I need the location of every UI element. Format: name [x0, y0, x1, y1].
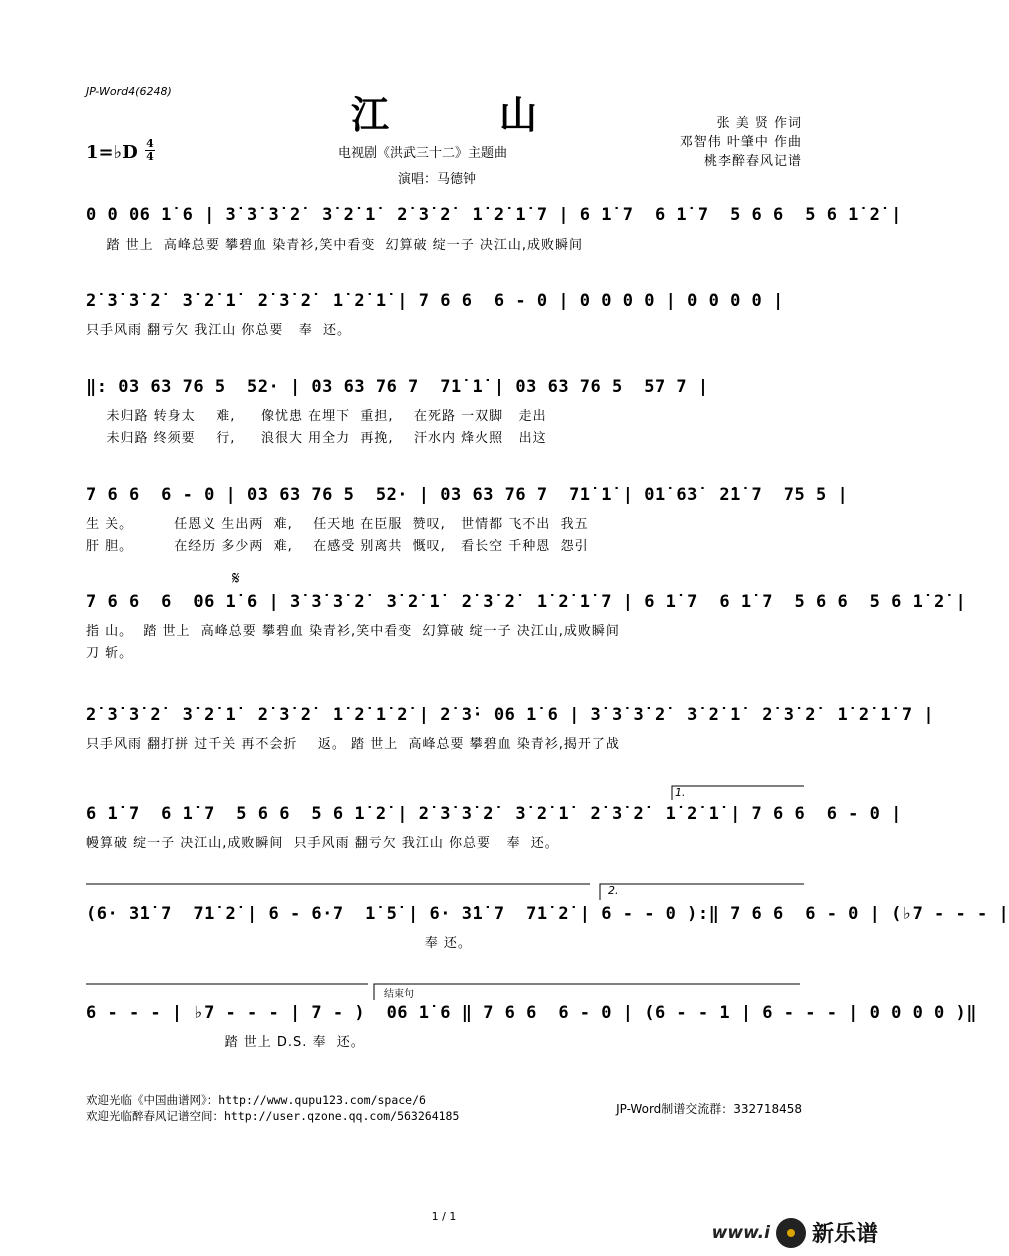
system4-lyrics-verse2: 肝 胆。 在经历 多少两 难, 在感受 别离共 慨叹, 看长空 千种恩 怨引 [86, 539, 589, 554]
system1-notes: 0 0 06 1̇ 6 | 3̇ 3̇ 3̇ 2̇ 3̇ 2̇ 1̇ 2̇ 3̇ 2̇ 1̇ 2̇ 1̇ 7 | 6 1̇ 7 6 1̇ 7 5 6 6 5 6 1̇ 2̇ | [86, 205, 902, 225]
footer-link-qzone[interactable]: 欢迎光临醉春风记谱空间：http://user.qzone.qq.com/563264185 [86, 1109, 460, 1123]
system5-lyrics-verse1: 指 山。 踏 世上 高峰总要 攀碧血 染青衫,笑中看变 幻算破 绽一子 决江山,成败瞬间 [86, 624, 620, 639]
system7-lyrics: 幔算破 绽一子 决江山,成败瞬间 只手风雨 翻亏欠 我江山 你总要 奉 还。 [86, 836, 559, 851]
time-signature-bottom: 4 [146, 150, 154, 163]
system4-notes: 7 6 6 6 - 0 | 03 63 76 5 52· | 03 63 76 7 71̇ 1̇ | 01̇ 63̇ 2̇1̇ 7 75 5 | [86, 485, 849, 505]
system5-lyrics-verse2: 刀 斩。 [86, 646, 134, 661]
app-tag: JP-Word4(6248) [86, 85, 172, 98]
volta-2-label: 2. [608, 884, 619, 897]
footer-link-qupu[interactable]: 欢迎光临《中国曲谱网》：http://www.qupu123.com/space/6 [86, 1093, 426, 1107]
system5-notes: 7 6 6 6 06 1̇ 6 | 3̇ 3̇ 3̇ 2̇ 3̇ 2̇ 1̇ 2̇ 3̇ 2̇ 1̇ 2̇ 1̇ 7 | 6 1̇ 7 6 1̇ 7 5 6 6 5 6 1̇ 2̇ | [86, 592, 967, 612]
system8-notes: (6· 3̇1̇ 7 71̇ 2̇ | 6 - 6·7 1̇ 5̇ | 6· 3̇1̇ 7 71̇ 2̇ | 6 - - 0 ):‖ 7 6 6 6 - 0 | (♭7 - - - | [86, 904, 1009, 924]
credit-lyricist: 张 美 贤 作词 [716, 116, 802, 131]
disc-icon [776, 1218, 806, 1248]
system4-lyrics-verse1: 生 关。 任恩义 生出两 难, 任天地 在臣服 赞叹, 世情都 飞不出 我五 [86, 517, 589, 532]
volta-1-label: 1. [675, 786, 686, 799]
system2-notes: 2̇ 3̇ 3̇ 2̇ 3̇ 2̇ 1̇ 2̇ 3̇ 2̇ 1̇ 2̇ 1̇ | 7 6 6 6 - 0 | 0 0 0 0 | 0 0 0 0 | [86, 291, 784, 311]
system1-lyrics: 踏 世上 高峰总要 攀碧血 染青衫,笑中看变 幻算破 绽一子 决江山,成败瞬间 [86, 238, 583, 253]
system6-notes: 2̇ 3̇ 3̇ 2̇ 3̇ 2̇ 1̇ 2̇ 3̇ 2̇ 1̇ 2̇ 1̇ 2̇ | 2̇ 3̇· 06 1̇ 6 | 3̇ 3̇ 3̇ 2̇ 3̇ 2̇ 1̇ 2̇ 3̇ 2̇ 1̇ 2̇ 1̇ 7 | [86, 705, 935, 725]
key-signature: 1=♭D [86, 142, 138, 163]
system6-lyrics: 只手风雨 翻打拼 过千关 再不会折 返。 踏 世上 高峰总要 攀碧血 染青衫,揭开了战 [86, 737, 620, 752]
system9-notes: 6 - - - | ♭7 - - - | 7 - ) 06 1̇ 6 ‖ 7 6 6 6 - 0 | (6 - - 1 | 6 - - - | 0 0 0 0 )‖ [86, 1003, 977, 1023]
page-number: 1 / 1 [431, 1210, 457, 1223]
volta-1-bracket [672, 786, 804, 800]
system7-notes: 6 1̇ 7 6 1̇ 7 5 6 6 5 6 1̇ 2̇ | 2̇ 3̇ 3̇ 2̇ 3̇ 2̇ 1̇ 2̇ 3̇ 2̇ 1̇ 2̇ 1̇ | 7 6 6 6 - 0 | [86, 804, 902, 824]
credit-composer: 邓智伟 叶肇中 作曲 [679, 135, 802, 150]
watermark-url: www.i [711, 1222, 770, 1243]
watermark-name: 新乐谱 [811, 1222, 878, 1247]
ending-bracket [374, 984, 800, 1000]
system8-lyrics: 奉 还。 [86, 936, 472, 951]
song-title: 江山 [350, 92, 647, 137]
system9-lyrics: 踏 世上 D.S. 奉 还。 [86, 1035, 365, 1050]
credit-transcriber: 桃李醉春风记谱 [703, 154, 802, 169]
watermark [712, 1217, 878, 1248]
subtitle: 电视剧《洪武三十二》主题曲 [338, 146, 508, 161]
system3-notes: ‖: 03 63 76 5 52· | 03 63 76 7 71̇ 1̇ | 03 63 76 5 57 7 | [86, 377, 709, 397]
volta-2-bracket [600, 884, 804, 900]
singer: 演唱：马德钟 [398, 172, 477, 187]
qq-group: JP-Word制谱交流群：332718458 [616, 1102, 802, 1116]
ending-label: 结束句 [384, 989, 414, 1000]
system3-lyrics-verse1: 未归路 转身太 难, 像忧患 在埋下 重担, 在死路 一双脚 走出 [86, 409, 547, 424]
time-signature-top: 4 [146, 137, 154, 150]
system3-lyrics-verse2: 未归路 终须要 行, 浪很大 用全力 再挽, 汗水内 烽火照 出这 [86, 431, 547, 446]
system2-lyrics: 只手风雨 翻亏欠 我江山 你总要 奉 还。 [86, 323, 352, 338]
segno-mark: 𝄋 [232, 568, 240, 589]
